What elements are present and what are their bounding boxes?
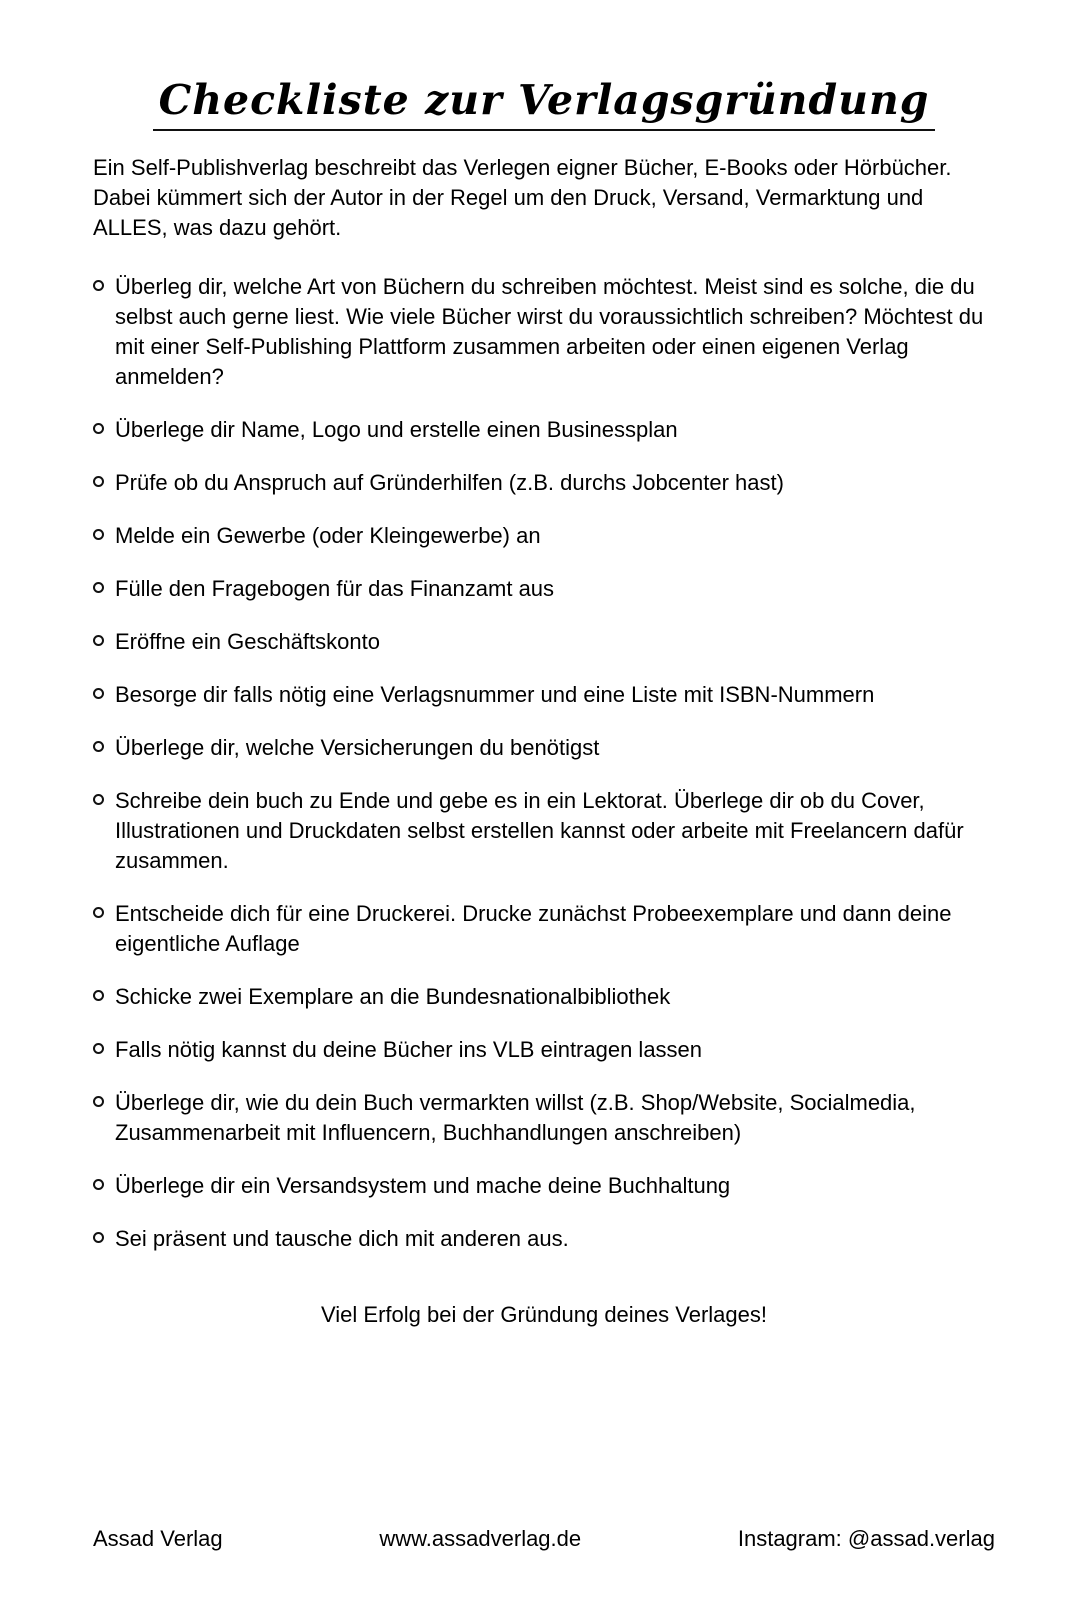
checklist-item-text: Überlege dir Name, Logo und erstelle einen Businessplan [115,417,678,442]
checkbox-circle-icon [93,1096,104,1107]
checkbox-circle-icon [93,1232,104,1243]
checklist-item [93,1088,995,1148]
checkbox-circle-icon [93,529,104,540]
checklist-item-text: Falls nötig kannst du deine Bücher ins VLB eintragen lassen [115,1037,703,1062]
intro-paragraph: Ein Self-Publishverlag beschreibt das Verlegen eigner Bücher, E-Books oder Hörbücher. Dabei kümmert sich der Autor in der Regel um den Druck, Versand, Vermarktung und ALLES, was dazu gehört. [93,155,952,240]
checkbox-circle-icon [93,476,104,487]
checklist-item-text: Überleg dir, welche Art von Büchern du schreiben möchtest. Meist sind es solche, die du selbst auch gerne liest. Wie viele Bücher wirst du voraussichtlich schreiben? Möchtest du mit einer Self-Publishing Plattform zusammen arbeiten oder einen eigenen Verlag anmelden? [115,274,984,389]
document-page [0,76,1087,1330]
checklist [93,272,995,1254]
checklist-item-text: Entscheide dich für eine Druckerei. Drucke zunächst Probeexemplare und dann deine eigentliche Auflage [115,901,952,956]
checklist-item [93,415,995,445]
checklist-item [93,1035,995,1065]
checkbox-circle-icon [93,582,104,593]
checklist-item [93,1224,995,1254]
checkbox-circle-icon [93,907,104,918]
checklist-item [93,680,995,710]
checklist-item-text: Schicke zwei Exemplare an die Bundesnationalbibliothek [115,984,671,1009]
checklist-item [93,272,995,392]
checkbox-circle-icon [93,280,104,291]
checkbox-circle-icon [93,635,104,646]
checkbox-circle-icon [93,741,104,752]
footer-instagram: Instagram: @assad.verlag [737,1526,995,1551]
checklist-item-text: Schreibe dein buch zu Ende und gebe es in ein Lektorat. Überlege dir ob du Cover, Illustrationen und Druckdaten selbst erstellen kannst oder arbeite mit Freelancern dafür zusammen. [115,788,964,873]
checklist-item-text: Überlege dir, welche Versicherungen du benötigst [115,735,600,760]
checklist-item-text: Überlege dir, wie du dein Buch vermarkten willst (z.B. Shop/Website, Socialmedia, Zusammenarbeit mit Influencern, Buchhandlungen anschreiben) [115,1090,916,1145]
checklist-item [93,627,995,657]
checklist-item [93,1171,995,1201]
checkbox-circle-icon [93,1043,104,1054]
closing-message: Viel Erfolg bei der Gründung deines Verlages! [321,1302,767,1327]
title-wrap [93,76,995,131]
footer-website: www.assadverlag.de [379,1526,582,1551]
checklist-item-text: Sei präsent und tausche dich mit anderen aus. [115,1226,569,1251]
checklist-item-text: Fülle den Fragebogen für das Finanzamt aus [115,576,555,601]
footer [93,1524,995,1554]
checkbox-circle-icon [93,423,104,434]
checklist-item [93,468,995,498]
checklist-item-text: Eröffne ein Geschäftskonto [115,629,380,654]
checkbox-circle-icon [93,990,104,1001]
checklist-item [93,982,995,1012]
checklist-item-text: Überlege dir ein Versandsystem und mache deine Buchhaltung [115,1173,731,1198]
checklist-item [93,786,995,876]
checklist-item [93,574,995,604]
checklist-item [93,521,995,551]
checklist-item-text: Prüfe ob du Anspruch auf Gründerhilfen (z.B. durchs Jobcenter hast) [115,470,784,495]
checkbox-circle-icon [93,688,104,699]
footer-publisher: Assad Verlag [93,1526,223,1551]
page-title: Checkliste zur Verlagsgründung [153,76,936,131]
checklist-item-text: Melde ein Gewerbe (oder Kleingewerbe) an [115,523,541,548]
checkbox-circle-icon [93,794,104,805]
checkbox-circle-icon [93,1179,104,1190]
checklist-item-text: Besorge dir falls nötig eine Verlagsnummer und eine Liste mit ISBN-Nummern [115,682,875,707]
checklist-item [93,899,995,959]
checklist-item [93,733,995,763]
